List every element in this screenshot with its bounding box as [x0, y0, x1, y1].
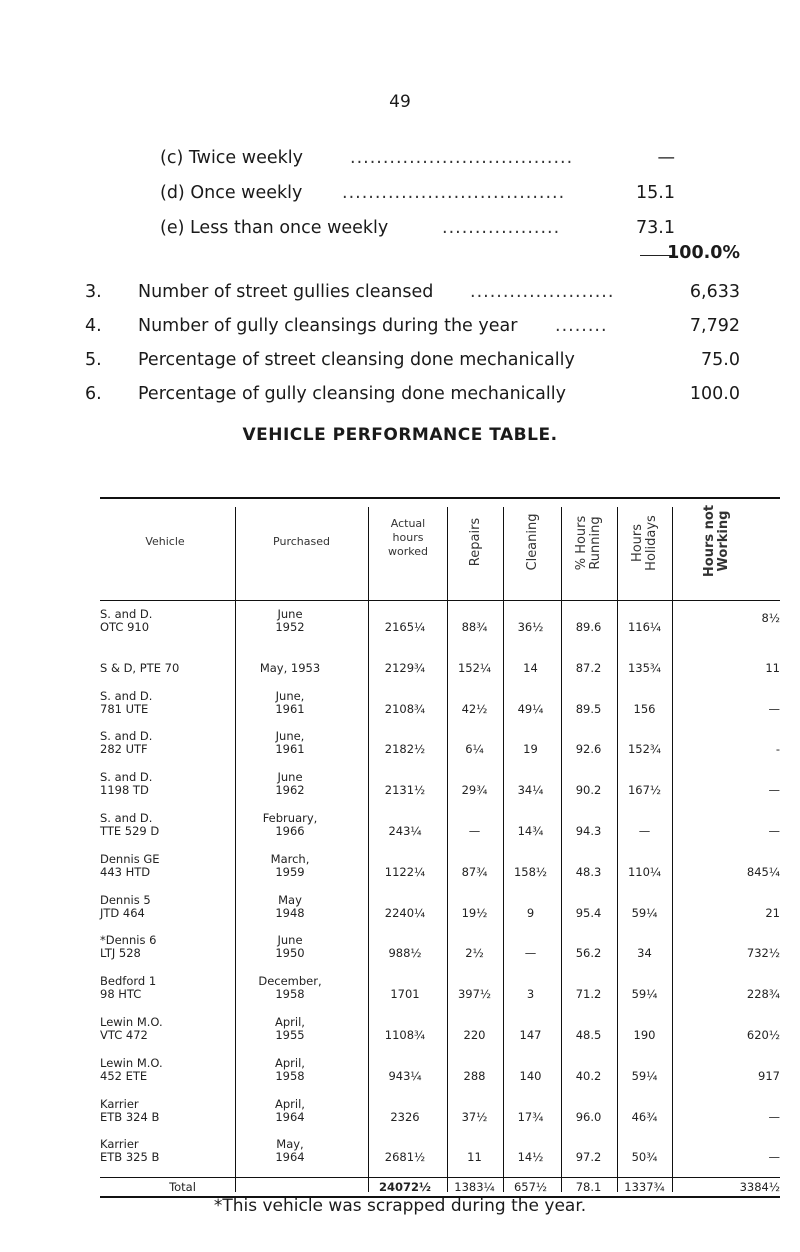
header-purchased: Purchased — [273, 535, 330, 548]
footnote: *This vehicle was scrapped during the year. — [213, 1196, 587, 1216]
vehicle-performance-table — [100, 497, 780, 1252]
vehicle-reg: 98 HTC — [100, 987, 142, 1002]
not-working-hours: 845¼ — [746, 864, 780, 879]
vehicle-reg: 443 HTD — [100, 864, 151, 879]
total-repairs: 1383¼ — [454, 1180, 495, 1194]
pct-running: 95.4 — [575, 905, 602, 920]
purchased-month: March, — [270, 851, 310, 866]
header-repairs: Repairs — [468, 517, 483, 567]
item-label: Number of gully cleansings during the year — [138, 316, 518, 336]
cleaning-hours: — — [524, 946, 537, 961]
frequency-label: (c) Twice weekly — [160, 148, 303, 168]
repairs-hours: 37½ — [461, 1109, 488, 1124]
vehicle-reg: TTE 529 D — [100, 824, 160, 838]
cleaning-hours: 19 — [523, 742, 538, 757]
actual-hours: 1108¾ — [384, 1028, 426, 1042]
item-number: 6. — [85, 384, 102, 404]
repairs-hours: — — [468, 824, 481, 838]
cleaning-hours: 14½ — [517, 1150, 544, 1165]
purchased-year: 1952 — [275, 620, 305, 634]
purchased-month: June — [277, 607, 303, 621]
holiday-hours: 167½ — [627, 783, 662, 798]
cleaning-hours: 36½ — [517, 620, 544, 634]
vehicle-reg: JTD 464 — [100, 905, 145, 920]
header-holidays: Hours Holidays — [630, 515, 659, 571]
holiday-hours: 116¼ — [627, 620, 662, 634]
total-holidays: 1337¾ — [624, 1180, 665, 1194]
pct-running: 97.2 — [575, 1150, 602, 1165]
vehicle-make: S. and D. — [100, 729, 153, 744]
table-top-rule — [100, 497, 780, 499]
pct-running: 89.5 — [575, 701, 602, 716]
vehicle-reg: LTJ 528 — [100, 946, 141, 961]
repairs-hours: 397½ — [457, 987, 492, 1002]
not-working-hours: 21 — [765, 905, 780, 920]
pct-running: 56.2 — [575, 946, 602, 961]
purchased-year: 1961 — [275, 742, 305, 757]
purchased-year: 1964 — [275, 1150, 305, 1165]
total-pct: 78.1 — [575, 1180, 602, 1194]
page-number: 49 — [389, 92, 411, 112]
purchased-year: 1959 — [275, 864, 305, 879]
vehicle-reg: OTC 910 — [100, 620, 150, 634]
actual-hours: 243¼ — [388, 824, 422, 838]
cleaning-hours: 147 — [519, 1028, 542, 1042]
repairs-hours: 288 — [463, 1068, 486, 1083]
repairs-hours: 11 — [467, 1150, 482, 1165]
cleaning-hours: 34¼ — [517, 783, 544, 798]
cleaning-hours: 17¾ — [517, 1109, 544, 1124]
actual-hours: 1122¼ — [384, 864, 426, 879]
frequency-label: (e) Less than once weekly — [160, 218, 389, 238]
purchased-year: 1961 — [275, 701, 305, 716]
purchased-year: 1958 — [275, 1068, 305, 1083]
total-hours: 24072½ — [379, 1180, 431, 1194]
cleaning-hours: 14¾ — [517, 824, 544, 838]
item-number: 4. — [85, 316, 102, 336]
vehicle-reg: 781 UTE — [100, 701, 149, 716]
repairs-hours: 87¾ — [461, 864, 488, 879]
column-rule — [447, 507, 448, 1192]
holiday-hours: 190 — [633, 1028, 656, 1042]
header-bottom-rule — [100, 600, 780, 601]
header-not-working: Hours not Working — [702, 504, 731, 578]
purchased-year: 1955 — [275, 1028, 305, 1042]
holiday-hours: 135¾ — [627, 660, 662, 675]
repairs-hours: 42½ — [461, 701, 488, 716]
column-rule — [672, 507, 673, 1192]
repairs-hours: 152¼ — [457, 660, 492, 675]
actual-hours: 1701 — [390, 987, 420, 1002]
holiday-hours: 46¾ — [631, 1109, 658, 1124]
vehicle-make: Karrier — [100, 1137, 139, 1152]
holiday-hours: 59¼ — [631, 987, 658, 1002]
actual-hours: 2326 — [390, 1109, 420, 1124]
vehicle-make: Lewin M.O. — [100, 1015, 163, 1029]
header-actual-hours: Actual hours worked — [388, 517, 428, 558]
pct-running: 48.5 — [575, 1028, 602, 1042]
item-label: Number of street gullies cleansed — [138, 282, 434, 302]
vehicle-reg: VTC 472 — [100, 1028, 148, 1042]
dot-leader: ...................... — [470, 282, 615, 302]
vehicle-reg: ETB 325 B — [100, 1150, 160, 1165]
frequency-value: — — [657, 148, 675, 168]
item-value: 75.0 — [701, 350, 740, 370]
repairs-hours: 29¾ — [461, 783, 488, 798]
column-rule — [503, 507, 504, 1192]
actual-hours: 2129¾ — [384, 660, 426, 675]
purchased-year: 1962 — [275, 783, 305, 798]
item-number: 5. — [85, 350, 102, 370]
vehicle-reg: 282 UTF — [100, 742, 148, 757]
not-working-hours: — — [768, 1109, 780, 1124]
header-cleaning: Cleaning — [525, 513, 540, 571]
column-rule — [561, 507, 562, 1192]
holiday-hours: 34 — [637, 946, 652, 961]
cleaning-hours: 14 — [523, 660, 538, 675]
vehicle-reg: S & D, PTE 70 — [100, 660, 180, 675]
holiday-hours: 50¾ — [631, 1150, 658, 1165]
item-value: 7,792 — [689, 316, 740, 336]
column-rule — [617, 507, 618, 1192]
pct-running: 90.2 — [575, 783, 602, 798]
frequency-value: 73.1 — [636, 218, 675, 238]
header-vehicle: Vehicle — [145, 535, 185, 548]
actual-hours: 2681½ — [384, 1150, 426, 1165]
item-label: Percentage of street cleansing done mechanically — [138, 350, 575, 370]
item-label: Percentage of gully cleansing done mechanically — [138, 384, 566, 404]
table-title: VEHICLE PERFORMANCE TABLE. — [242, 425, 558, 445]
dot-leader: .................. — [442, 218, 561, 238]
pct-running: 87.2 — [575, 660, 602, 675]
not-working-hours: — — [768, 824, 780, 838]
actual-hours: 943¼ — [388, 1068, 422, 1083]
pct-running: 94.3 — [575, 824, 602, 838]
total-cleaning: 657½ — [513, 1180, 548, 1194]
item-value: 6,633 — [689, 282, 740, 302]
vehicle-make: Karrier — [100, 1096, 139, 1111]
actual-hours: 2108¾ — [384, 701, 426, 716]
purchased-month: May, — [276, 1137, 304, 1152]
vehicle-reg: ETB 324 B — [100, 1109, 160, 1124]
repairs-hours: 19½ — [461, 905, 488, 920]
purchased-month: June, — [275, 688, 305, 703]
frequency-label: (d) Once weekly — [160, 183, 303, 203]
not-working-hours: — — [768, 1150, 780, 1165]
pct-running: 40.2 — [575, 1068, 602, 1083]
not-working-hours: 8½ — [761, 611, 780, 625]
not-working-hours: 11 — [765, 660, 780, 675]
purchased-year: May, 1953 — [259, 660, 321, 675]
total-top-rule — [100, 1177, 780, 1178]
purchased-year: 1958 — [275, 987, 305, 1002]
not-working-hours: 620½ — [746, 1028, 780, 1042]
purchased-month: April, — [275, 1055, 305, 1070]
cleaning-hours: 9 — [526, 905, 535, 920]
repairs-hours: 220 — [463, 1028, 486, 1042]
header-pct-running: % Hours Running — [574, 515, 603, 571]
total-not-working: 3384½ — [739, 1180, 780, 1194]
purchased-month: June — [277, 933, 303, 948]
vehicle-make: S. and D. — [100, 688, 153, 703]
not-working-hours: 732½ — [746, 946, 780, 961]
not-working-hours: — — [768, 783, 780, 798]
not-working-hours: 917 — [758, 1068, 780, 1083]
purchased-month: June — [277, 770, 303, 785]
cleaning-hours: 49¼ — [517, 701, 544, 716]
vehicle-make: Lewin M.O. — [100, 1055, 163, 1070]
holiday-hours: — — [638, 824, 651, 838]
not-working-hours: 228¾ — [746, 987, 780, 1002]
holiday-hours: 110¼ — [627, 864, 662, 879]
actual-hours: 2165¼ — [384, 620, 426, 634]
dot-leader: ........ — [555, 316, 608, 336]
holiday-hours: 59¼ — [631, 1068, 658, 1083]
repairs-hours: 88¾ — [461, 620, 488, 634]
vehicle-make: S. and D. — [100, 607, 153, 621]
vehicle-make: S. and D. — [100, 770, 153, 785]
purchased-month: February, — [262, 811, 318, 825]
pct-running: 92.6 — [575, 742, 602, 757]
item-number: 3. — [85, 282, 102, 302]
purchased-year: 1964 — [275, 1109, 305, 1124]
cleaning-hours: 140 — [519, 1068, 542, 1083]
actual-hours: 2240¼ — [384, 905, 426, 920]
holiday-hours: 156 — [633, 701, 656, 716]
purchased-month: April, — [275, 1096, 305, 1111]
pct-running: 71.2 — [575, 987, 602, 1002]
purchased-year: 1948 — [275, 905, 305, 920]
repairs-hours: 2½ — [465, 946, 484, 961]
dot-leader: .................................. — [350, 148, 574, 168]
vehicle-reg: 452 ETE — [100, 1068, 148, 1083]
actual-hours: 988½ — [388, 946, 422, 961]
purchased-month: December, — [258, 974, 322, 989]
purchased-month: May — [278, 892, 302, 907]
cleaning-hours: 158½ — [513, 864, 548, 879]
actual-hours: 2182½ — [384, 742, 426, 757]
total-label: Total — [169, 1180, 196, 1194]
vehicle-reg: 1198 TD — [100, 783, 149, 798]
pct-running: 89.6 — [575, 620, 602, 634]
purchased-year: 1966 — [275, 824, 305, 838]
not-working-hours: — — [768, 701, 780, 716]
holiday-hours: 152¾ — [627, 742, 662, 757]
purchased-year: 1950 — [275, 946, 305, 961]
frequency-total: 100.0% — [667, 243, 740, 263]
vehicle-make: Bedford 1 — [100, 974, 157, 989]
cleaning-hours: 3 — [526, 987, 535, 1002]
dot-leader: .................................. — [342, 183, 566, 203]
frequency-value: 15.1 — [636, 183, 675, 203]
vehicle-make: Dennis 5 — [100, 892, 151, 907]
item-value: 100.0 — [689, 384, 740, 404]
repairs-hours: 6¼ — [465, 742, 484, 757]
holiday-hours: 59¼ — [631, 905, 658, 920]
pct-running: 96.0 — [575, 1109, 602, 1124]
purchased-month: April, — [275, 1015, 305, 1029]
purchased-month: June, — [275, 729, 305, 744]
vehicle-make: Dennis GE — [100, 851, 160, 866]
column-rule — [368, 507, 369, 1192]
not-working-hours: - — [775, 742, 780, 757]
actual-hours: 2131½ — [384, 783, 426, 798]
vehicle-make: S. and D. — [100, 811, 153, 825]
vehicle-make: *Dennis 6 — [100, 933, 157, 948]
pct-running: 48.3 — [575, 864, 602, 879]
